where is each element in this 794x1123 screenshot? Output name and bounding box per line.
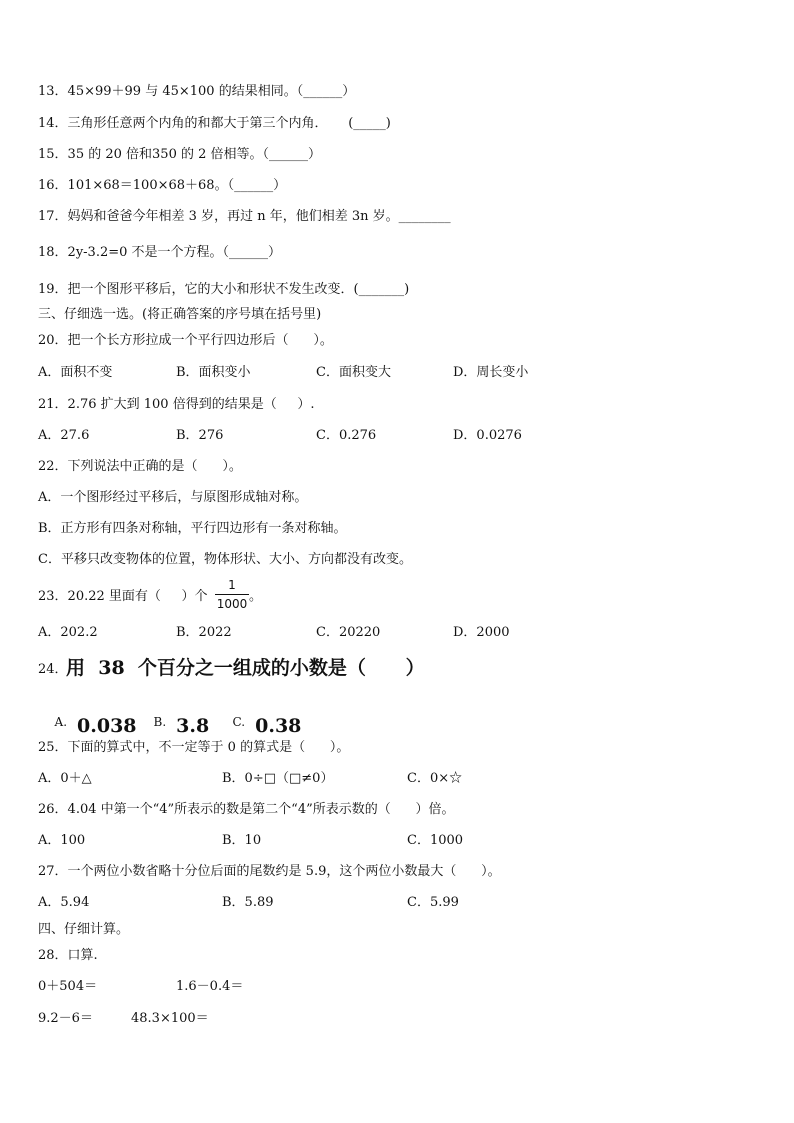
q27-option-a: A．5.94 — [38, 895, 90, 910]
q23-period: 。 — [249, 589, 263, 604]
q24-option-c-text: 0.38 — [255, 715, 302, 737]
question-18: 18．2y-3.2=0 不是一个方程。（______） — [38, 245, 282, 260]
section-4-heading: 四、仔细计算。 — [38, 922, 130, 937]
question-24-number: 24． — [38, 662, 68, 677]
q24-option-a-text: 0.038 — [77, 715, 137, 737]
question-16: 16．101×68＝100×68＋68。（______） — [38, 178, 287, 193]
question-14: 14．三角形任意两个内角的和都大于第三个内角． (_____) — [38, 116, 391, 131]
question-19: 19．把一个图形平移后，它的大小和形状不发生改变．(_______) — [38, 282, 410, 297]
q26-option-b: B．10 — [222, 833, 262, 848]
q24-option-c-letter: C. — [232, 715, 246, 729]
q23-option-d: D．2000 — [453, 625, 510, 640]
q24-option-a-letter: A. — [54, 715, 68, 729]
question-20: 20．把一个长方形拉成一个平行四边形后（ ）。 — [38, 333, 333, 348]
fraction-bar — [215, 594, 249, 595]
q20-option-c: C．面积变大 — [316, 365, 391, 380]
question-15: 15．35 的 20 倍和350 的 2 倍相等。（______） — [38, 147, 322, 162]
q22-option-b: B．正方形有四条对称轴，平行四边形有一条对称轴。 — [38, 521, 347, 536]
question-28: 28．口算. — [38, 948, 98, 963]
calc-item-2: 1.6－0.4＝ — [176, 979, 244, 994]
calc-item-3: 9.2－6＝ — [38, 1011, 93, 1026]
calc-item-4: 48.3×100＝ — [131, 1011, 209, 1026]
q23-option-c: C．20220 — [316, 625, 381, 640]
q26-option-a: A．100 — [38, 833, 86, 848]
fraction-numerator: 1 — [228, 578, 236, 592]
q22-option-c: C．平移只改变物体的位置，物体形状、大小、方向都没有改变。 — [38, 552, 412, 567]
q25-option-a: A．0＋△ — [38, 771, 92, 786]
q20-option-a: A．面积不变 — [38, 365, 113, 380]
question-27: 27．一个两位小数省略十分位后面的尾数约是 5.9，这个两位小数最大（ ）。 — [38, 864, 501, 879]
q22-option-a: A．一个图形经过平移后，与原图形成轴对称。 — [38, 490, 308, 505]
question-13: 13．45×99＋99 与 45×100 的结果相同。（______） — [38, 84, 356, 99]
question-26: 26．4.04 中第一个“4”所表示的数是第二个“4”所表示数的（ ）倍。 — [38, 802, 455, 817]
q21-option-d: D．0.0276 — [453, 428, 522, 443]
q21-option-b: B．276 — [176, 428, 224, 443]
q20-option-d: D．周长变小 — [453, 365, 529, 380]
q23-option-a: A．202.2 — [38, 625, 98, 640]
q21-option-a: A．27.6 — [38, 428, 90, 443]
q20-option-b: B．面积变小 — [176, 365, 251, 380]
q24-option-b-text: 3.8 — [176, 715, 210, 737]
q23-option-b: B．2022 — [176, 625, 232, 640]
question-23: 23．20.22 里面有（ ）个 — [38, 589, 208, 604]
calc-item-1: 0＋504＝ — [38, 979, 98, 994]
fraction-one-thousandth — [215, 578, 249, 611]
q26-option-c: C．1000 — [407, 833, 464, 848]
q27-option-c: C．5.99 — [407, 895, 459, 910]
q24-option-b-letter: B. — [153, 715, 167, 729]
fraction-denominator: 1000 — [216, 597, 248, 611]
question-17: 17．妈妈和爸爸今年相差 3 岁，再过 n 年，他们相差 3n 岁。________ — [38, 209, 451, 224]
question-25: 25．下面的算式中，不一定等于 0 的算式是（ ）。 — [38, 740, 350, 755]
q27-option-b: B．5.89 — [222, 895, 274, 910]
q21-option-c: C．0.276 — [316, 428, 377, 443]
section-3-heading: 三、仔细选一选。(将正确答案的序号填在括号里) — [38, 307, 322, 322]
question-21: 21．2.76 扩大到 100 倍得到的结果是（ ）. — [38, 397, 315, 412]
q25-option-b: B．0÷□（□≠0） — [222, 771, 334, 786]
question-22: 22．下列说法中正确的是（ ）。 — [38, 459, 242, 474]
question-24: 用 38 个百分之一组成的小数是（ ） — [66, 657, 425, 679]
q25-option-c: C．0×☆ — [407, 771, 463, 786]
